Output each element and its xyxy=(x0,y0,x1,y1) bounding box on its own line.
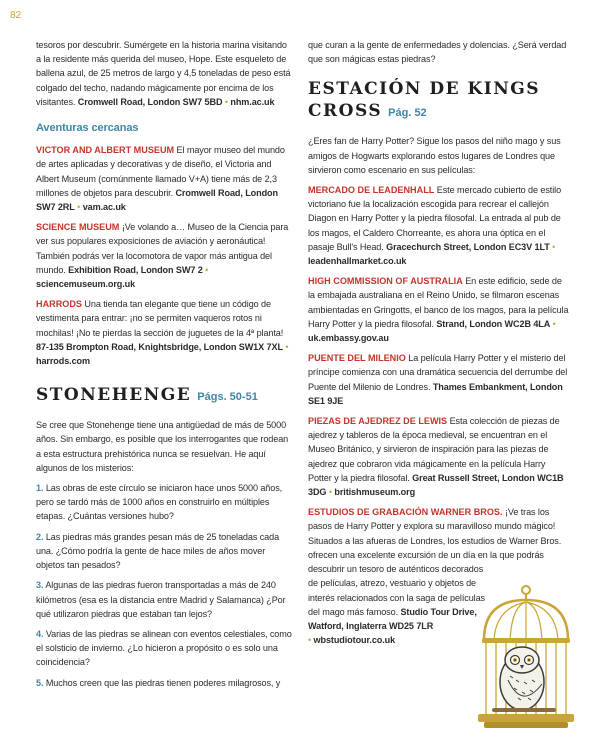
nearby-name: VICTOR AND ALBERT MUSEUM xyxy=(36,145,175,156)
nearby-name: SCIENCE MUSEUM xyxy=(36,222,120,233)
nearby-item xyxy=(36,297,294,368)
mystery-number: 5. xyxy=(36,677,44,688)
bullet-separator: • xyxy=(285,341,289,352)
mystery-item xyxy=(36,530,294,573)
place-name: MERCADO DE LEADENHALL xyxy=(308,185,435,196)
cage-top-band xyxy=(482,638,570,643)
nearby-address: Exhibition Road, London SW7 2 xyxy=(68,264,203,275)
place-web[interactable]: leadenhallmarket.co.uk xyxy=(308,256,407,267)
mystery-text: Las piedras más grandes pesan más de 25 toneladas cada una. ¿Cómo podría la gente de hace miles de años mover objetos tan pesados? xyxy=(36,531,280,571)
nearby-address: Cromwell Road, London SW7 2RL xyxy=(36,187,278,213)
mystery-number: 4. xyxy=(36,628,44,639)
kings-cross-pages: Pág. 52 xyxy=(388,107,427,120)
intro-web[interactable]: nhm.ac.uk xyxy=(230,96,275,107)
cage-dome-bars xyxy=(494,602,558,640)
mystery-text: Algunas de las piedras fueron transportadas a más de 240 kilómetros (esa es la distancia entre Madrid y Salamanca) ¿Por qué utilizaron piedras que estaban tan lejos? xyxy=(36,580,286,619)
bullet-separator: • xyxy=(308,635,312,646)
mystery-text: Varias de las piedras se alinean con eventos celestiales, como el solsticio de invierno. ¿Lo hicieron a propósito o es solo una coincidencia? xyxy=(36,628,292,668)
kings-cross-title: ESTACIÓN DE KINGS CROSS xyxy=(308,79,541,122)
nearby-text: Una tienda tan elegante que tiene un código de vestimenta para entrar: ¡no se permiten vaqueros rotos ni mochilas! ¡No te pierdas la sección de juguetes de la 4ª planta! xyxy=(36,299,284,338)
place-name: PUENTE DEL MILENIO xyxy=(308,353,406,364)
bullet-separator: • xyxy=(552,241,556,252)
mystery-text: Muchos creen que las piedras tienen poderes milagrosos, y xyxy=(45,677,281,688)
intro-paragraph xyxy=(36,38,294,109)
right-column xyxy=(308,38,570,653)
mystery-number: 2. xyxy=(36,531,44,542)
place-name: ESTUDIOS DE GRABACIÓN WARNER BROS. xyxy=(308,507,503,518)
place-item xyxy=(308,414,570,499)
left-column xyxy=(36,38,294,696)
owl-birdcage-illustration xyxy=(470,584,582,732)
place-address: Gracechurch Street, London EC3V 1LT xyxy=(386,241,550,252)
owl xyxy=(500,647,544,712)
place-item-warner xyxy=(308,505,570,562)
nearby-address: 87-135 Brompton Road, Knightsbridge, London SW1X 7XL xyxy=(36,341,283,352)
place-text: Este mercado cubierto de estilo victoriano fue la localización escogida para recrear el callejón Diagon en Harry Potter y la piedra filosofal. La entrada al pub de los magos, el Caldero Chorreante, es ahora una óptica en el pasaje Bull's Head. xyxy=(308,185,562,252)
place-text: ¡Ve tras los pasos de Harry Potter y explora su maravilloso mundo mágico! Situados a las afueras de Londres, los estudios de Warner Bros. ofrecen una excelente excursión de un día en la que podrás xyxy=(308,507,562,560)
place-name: HIGH COMMISSION OF AUSTRALIA xyxy=(308,276,463,287)
stonehenge-pages: Págs. 50-51 xyxy=(197,391,258,404)
place-text: descubrir un tesoro de auténticos decorados de películas, atrezo, vestuario y objetos de interés relacionados con la saga de películas del mago más famoso. xyxy=(308,564,485,617)
place-item xyxy=(308,274,570,345)
cage-perch xyxy=(492,708,556,712)
place-text: Esta colección de piezas de ajedrez y tableros de la época medieval, se encuentran en el Museo Británico, y sirvieron de inspiración para las piezas de ajedrez que cobraron vida mágicamente en la película Harry Potter y la piedra filosofal. xyxy=(308,416,560,483)
place-address: Great Russell Street, London WC1B 3DG xyxy=(308,472,564,498)
nearby-web[interactable]: sciencemuseum.org.uk xyxy=(36,279,136,290)
bullet-separator: • xyxy=(552,318,556,329)
intro-address: Cromwell Road, London SW7 5BD xyxy=(77,96,223,107)
nearby-text: El mayor museo del mundo de artes aplicadas y decorativas y de diseño, el Victoria and Albert Museum (comúnmente llamado V+A) tiene más de 2,3 millones de objetos para descubrir. xyxy=(36,145,285,198)
nearby-item xyxy=(36,220,294,291)
bullet-separator: • xyxy=(328,487,332,498)
place-name: PIEZAS DE AJEDREZ DE LEWIS xyxy=(308,416,448,427)
nearby-heading: Aventuras cercanas xyxy=(36,122,139,135)
stonehenge-intro: Se cree que Stonehenge tiene una antigüedad de más de 5000 años. Sin embargo, es posible que los interrogantes que rodean a esta estructura prehistórica nunca se resuelvan. He aquí algunos de los misterios: xyxy=(36,420,289,473)
bullet-separator: • xyxy=(205,264,209,275)
bullet-separator: • xyxy=(224,96,228,107)
stonehenge-title: STONEHENGE xyxy=(36,385,192,406)
bullet-separator: • xyxy=(77,202,81,213)
place-text: La película Harry Potter y el misterio del príncipe comienza con una dramática secuencia del derrumbe del Puente del Milenio de Londres. xyxy=(308,353,568,392)
place-address: Studio Tour Drive, Watford, Inglaterra WD25 7LR xyxy=(308,606,477,631)
place-web[interactable]: britishmuseum.org xyxy=(334,487,416,498)
intro-text: tesoros por descubrir. Sumérgete en la historia marina visitando a la residente más querida del museo, Hope. Este esqueleto de ballena azul, de 25 metros de largo y 4,5 toneladas de peso está colgado del techo, nadando mágicamente por encima de los visitantes. xyxy=(36,40,291,107)
kings-cross-heading xyxy=(308,78,570,124)
mystery-item xyxy=(36,676,294,690)
nearby-item xyxy=(36,143,294,214)
nearby-name: HARRODS xyxy=(36,299,82,310)
continuation-text: que curan a la gente de enfermedades y dolencias. ¿Será verdad que son mágicas estas piedras? xyxy=(308,40,567,65)
warner-continued xyxy=(308,562,493,647)
mystery-item xyxy=(36,627,294,670)
place-item xyxy=(308,351,570,408)
mystery-item xyxy=(36,481,294,524)
place-address: Strand, London WC2B 4LA xyxy=(436,318,551,329)
cage-foot xyxy=(484,722,568,728)
place-web[interactable]: wbstudiotour.co.uk xyxy=(313,635,396,646)
stonehenge-heading xyxy=(36,384,294,408)
nearby-web[interactable]: vam.ac.uk xyxy=(82,202,126,213)
mystery-number: 1. xyxy=(36,483,44,494)
place-address: Thames Embankment, London SE1 9JE xyxy=(308,381,563,406)
nearby-text: ¡Ve volando a… Museo de la Ciencia para ver sus populares exposiciones de aviación y aeronáutica! También podrás ver la locomotora de vapor más antigua del mundo. xyxy=(36,222,289,275)
nearby-web[interactable]: harrods.com xyxy=(36,356,90,367)
cage-base xyxy=(478,714,574,722)
place-text: En este edificio, sede de la embajada australiana en el Reino Unido, se filmaron escenas ambientadas en Gringotts, el banco de los magos, para la película Harry Potter y la piedra filosofal. xyxy=(308,276,569,329)
kings-cross-intro: ¿Eres fan de Harry Potter? Sigue los pasos del niño mago y sus amigos de Hogwarts explorando estos lugares de Londres que sirvieron como escenario en sus películas: xyxy=(308,136,561,175)
place-web[interactable]: uk.embassy.gov.au xyxy=(308,333,389,344)
place-item xyxy=(308,183,570,268)
cage-ring xyxy=(522,586,530,594)
page-number: 82 xyxy=(10,10,22,21)
mystery-number: 3. xyxy=(36,580,44,591)
mystery-item xyxy=(36,578,294,621)
mystery-text: Las obras de este círculo se iniciaron hace unos 5000 años, pero se tardó más de 1000 años en construirlo en múltiples etapas. ¿Cuántas versiones hubo? xyxy=(36,483,283,522)
